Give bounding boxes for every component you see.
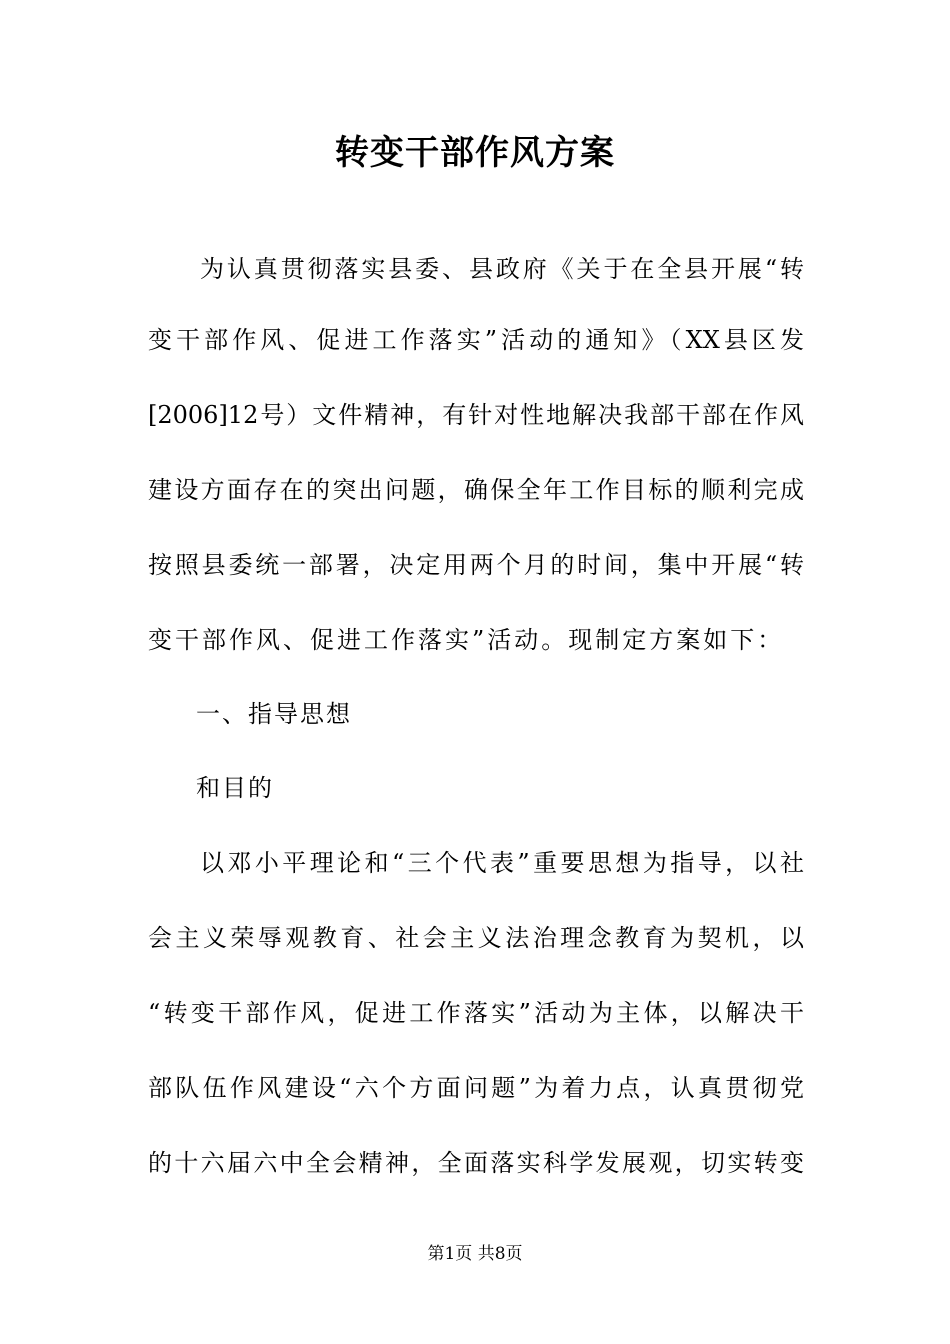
page-footer: 第1页 共8页 — [427, 1244, 523, 1264]
section-heading-continued: 和目的 — [196, 774, 274, 802]
body-line-12: 部队伍作风建设“六个方面问题”为着力点，认真贯彻党 — [148, 1074, 804, 1102]
body-line-6: 变干部作风、促进工作落实”活动。现制定方案如下： — [148, 626, 785, 654]
body-line-11: “转变干部作风，促进工作落实”活动为主体，以解决干 — [148, 999, 804, 1027]
body-line-3: [2006]12号）文件精神，有针对性地解决我部干部在作风 — [148, 401, 804, 429]
body-line-10: 会主义荣辱观教育、社会主义法治理念教育为契机，以 — [148, 924, 804, 952]
section-heading: 一、指导思想 — [196, 700, 352, 728]
body-line-13: 的十六届六中全会精神，全面落实科学发展观，切实转变 — [148, 1149, 804, 1177]
body-line-5: 按照县委统一部署，决定用两个月的时间，集中开展“转 — [148, 551, 804, 579]
document-title: 转变干部作风方案 — [335, 133, 615, 173]
body-line-9: 以邓小平理论和“三个代表”重要思想为指导，以社 — [200, 849, 804, 877]
body-line-1: 为认真贯彻落实县委、县政府《关于在全县开展“转 — [200, 255, 804, 283]
body-line-4: 建设方面存在的突出问题，确保全年工作目标的顺利完成 — [148, 476, 804, 504]
body-line-2: 变干部作风、促进工作落实”活动的通知》（XX县区发 — [148, 326, 804, 354]
